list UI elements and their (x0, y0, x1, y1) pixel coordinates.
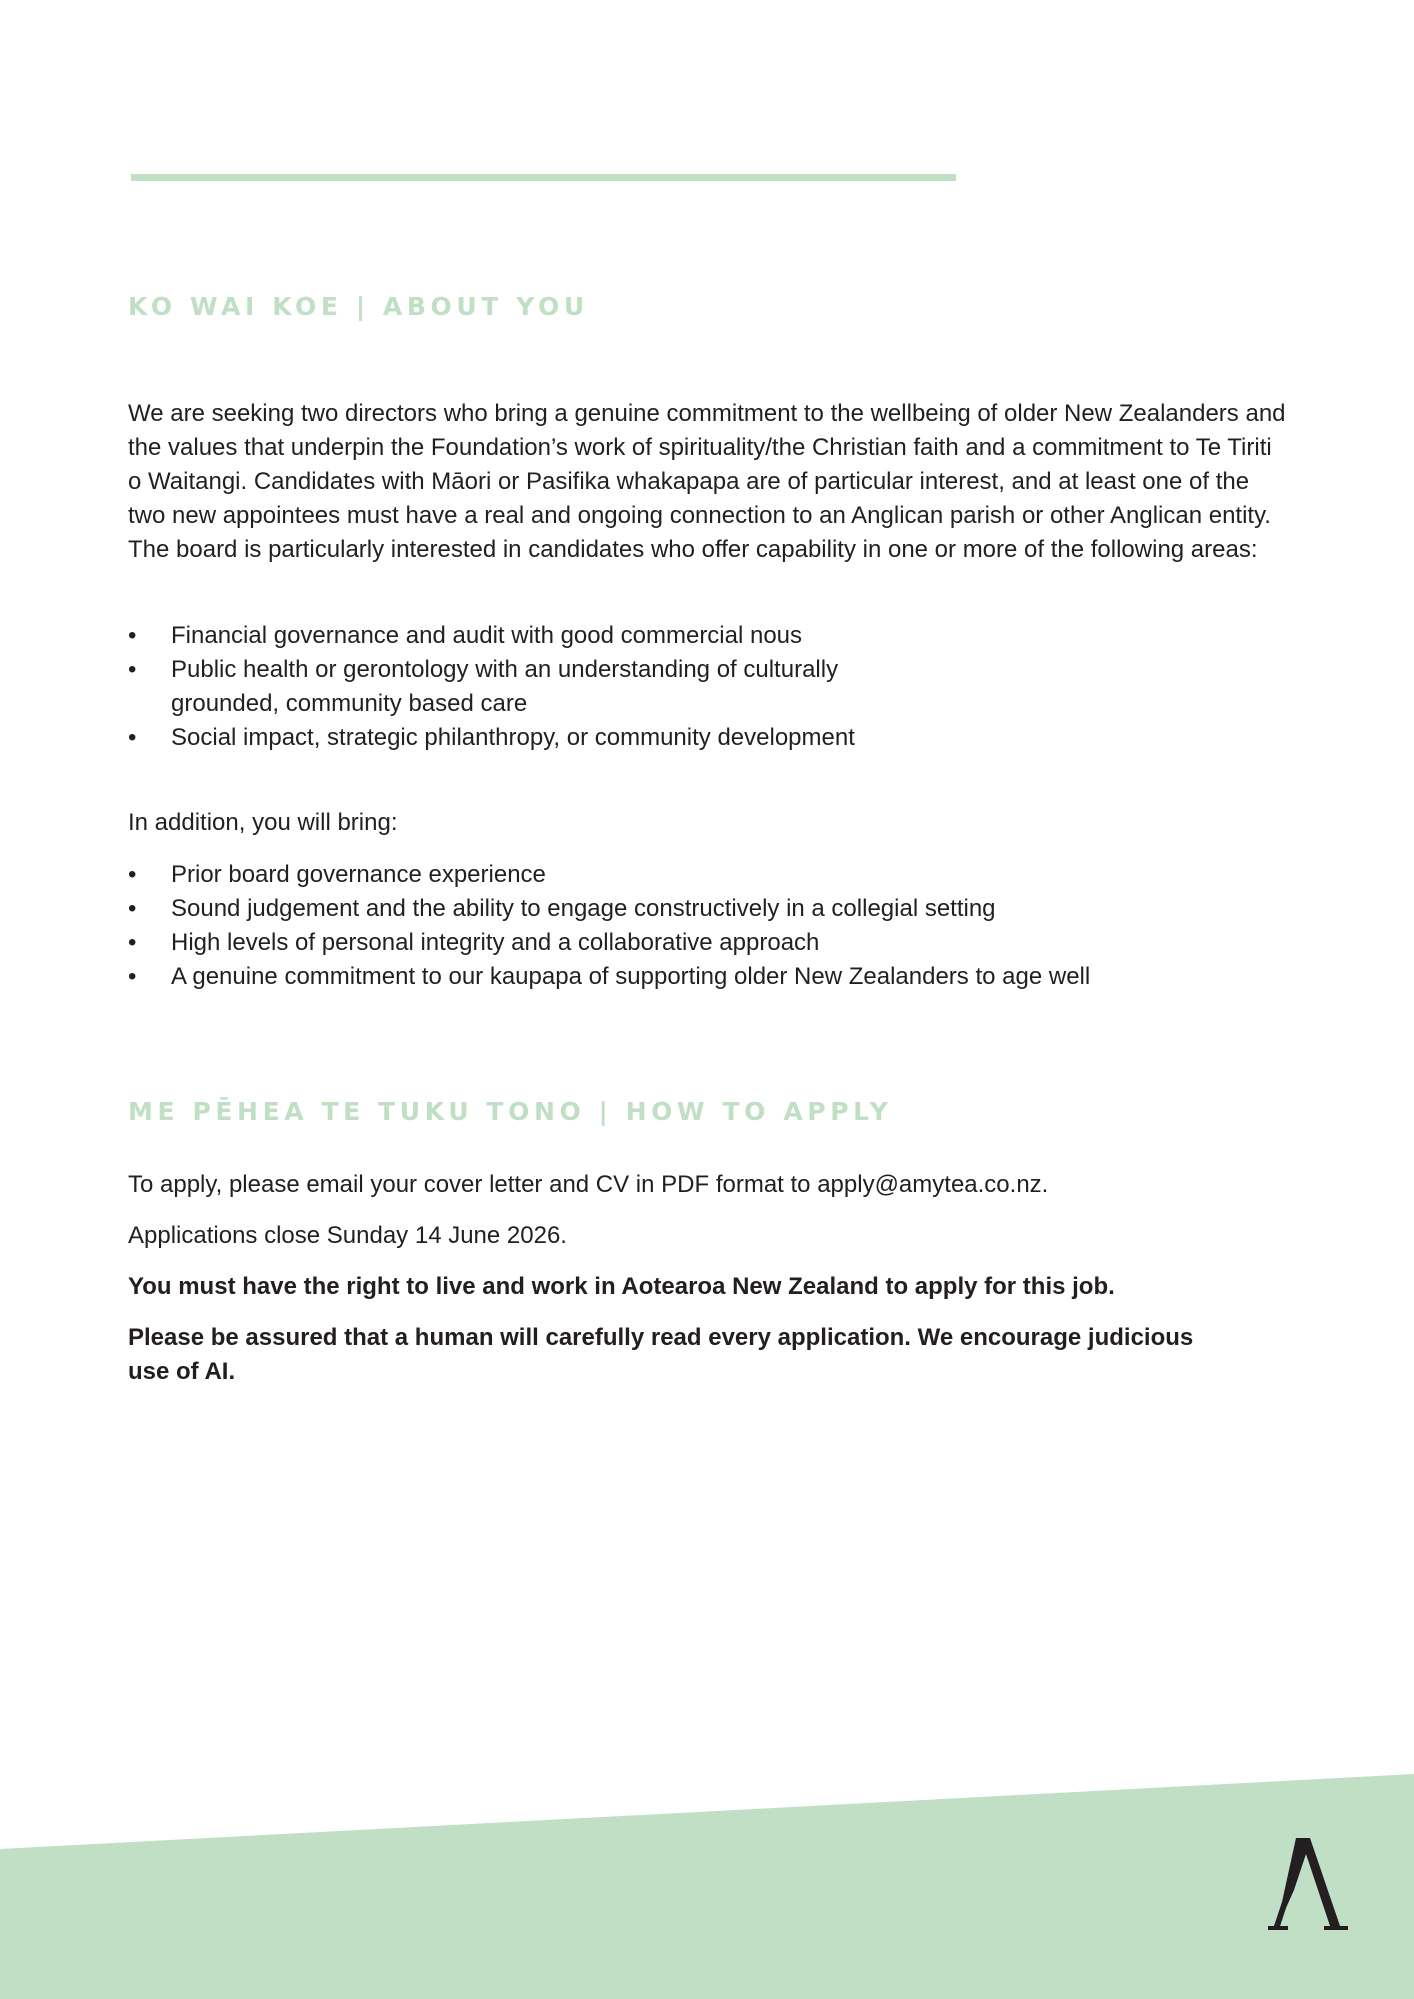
about-intro-paragraph: We are seeking two directors who bring a genuine commitment to the wellbeing of older New Zealanders and the values that underpin the Foundation’s work of spirituality/the Christian faith and a commitment to Te Tiriti o Waitangi. Candidates with Māori or Pasifika whakapapa are of particular interest, and at least one of the two new appointees must have a real and ongoing connection to an Anglican parish or other Anglican entity. The board is particularly interested in candidates who offer capability in one or more of the following areas: (128, 400, 1286, 563)
about-you-heading: KO WAI KOE | ABOUT YOU (128, 292, 589, 321)
bullet-icon: • (128, 929, 137, 956)
right-to-work-notice: You must have the right to live and work in Aotearoa New Zealand to apply for this job. (128, 1273, 1115, 1300)
bullet-icon: • (128, 622, 137, 649)
how-to-apply-heading: ME PĒHEA TE TUKU TONO | HOW TO APPLY (128, 1097, 893, 1126)
bullet-icon: • (128, 861, 137, 888)
addition-intro: In addition, you will bring: (128, 809, 398, 836)
list-item-text: Public health or gerontology with an understanding of culturally grounded, community based care (171, 656, 839, 717)
top-divider-rule (131, 174, 956, 181)
ai-usage-note: Please be assured that a human will carefully read every application. We encourage judicious use of AI. (128, 1324, 1194, 1385)
list-item-text: A genuine commitment to our kaupapa of supporting older New Zealanders to age well (171, 963, 1091, 990)
list-item-text: Sound judgement and the ability to engage constructively in a collegial setting (171, 895, 996, 922)
list-item (128, 858, 1128, 892)
bullet-icon: • (128, 724, 137, 751)
apply-email-instruction: To apply, please email your cover letter and CV in PDF format to apply@amytea.co.nz. (128, 1171, 1049, 1198)
bullet-icon: • (128, 895, 137, 922)
list-item-text: High levels of personal integrity and a collaborative approach (171, 929, 820, 956)
list-item (128, 926, 1128, 960)
footer-green-band (0, 1759, 1414, 1999)
bullet-icon: • (128, 963, 137, 990)
bullet-icon: • (128, 656, 137, 683)
you-will-bring-list (128, 858, 1128, 994)
list-item (128, 721, 1128, 755)
applications-close-date: Applications close Sunday 14 June 2026. (128, 1222, 567, 1249)
list-item-text: Social impact, strategic philanthropy, or community development (171, 724, 855, 751)
list-item (128, 653, 1128, 721)
list-item-text: Prior board governance experience (171, 861, 546, 888)
list-item (128, 892, 1128, 926)
capability-areas-list (128, 619, 1128, 755)
list-item-text: Financial governance and audit with good commercial nous (171, 622, 803, 649)
a-monogram-logo-icon (1268, 1836, 1348, 1932)
list-item (128, 960, 1128, 994)
list-item (128, 619, 1128, 653)
